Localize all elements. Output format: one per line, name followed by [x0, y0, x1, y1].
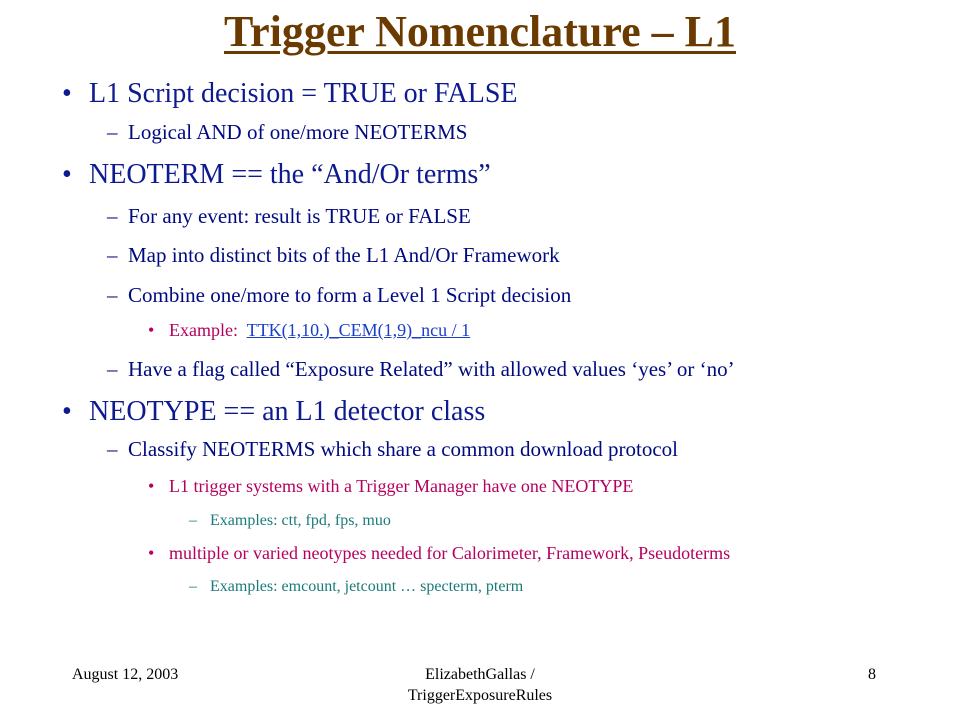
- example-link[interactable]: TTK(1,10.)_CEM(1,9)_ncu / 1: [246, 320, 471, 340]
- bullet-dot-icon: •: [148, 476, 155, 496]
- footer-author-line2: TriggerExposureRules: [407, 687, 553, 704]
- dash-icon: –: [189, 578, 197, 595]
- dash-icon: –: [189, 512, 197, 529]
- dash-icon: –: [107, 243, 118, 267]
- bullet-dot-icon: •: [62, 396, 72, 427]
- dash-icon: –: [107, 283, 118, 307]
- bullet-dot-icon: •: [62, 78, 72, 109]
- footer-author-line1: ElizabethGallas /: [425, 666, 535, 683]
- footer-date: August 12, 2003: [72, 666, 179, 683]
- dash-icon: –: [107, 437, 118, 461]
- footer-author: [330, 664, 630, 706]
- bullet-dot-icon: •: [148, 543, 155, 563]
- bullet-dot-icon: •: [148, 320, 155, 340]
- example-label: Example:: [169, 320, 238, 340]
- bullet-dot-icon: •: [62, 159, 72, 190]
- dash-icon: –: [107, 120, 118, 144]
- dash-icon: –: [107, 357, 118, 381]
- slide-title: Trigger Nomenclature – L1: [223, 7, 736, 56]
- dash-icon: –: [107, 204, 118, 228]
- footer-page-number: 8: [868, 666, 876, 683]
